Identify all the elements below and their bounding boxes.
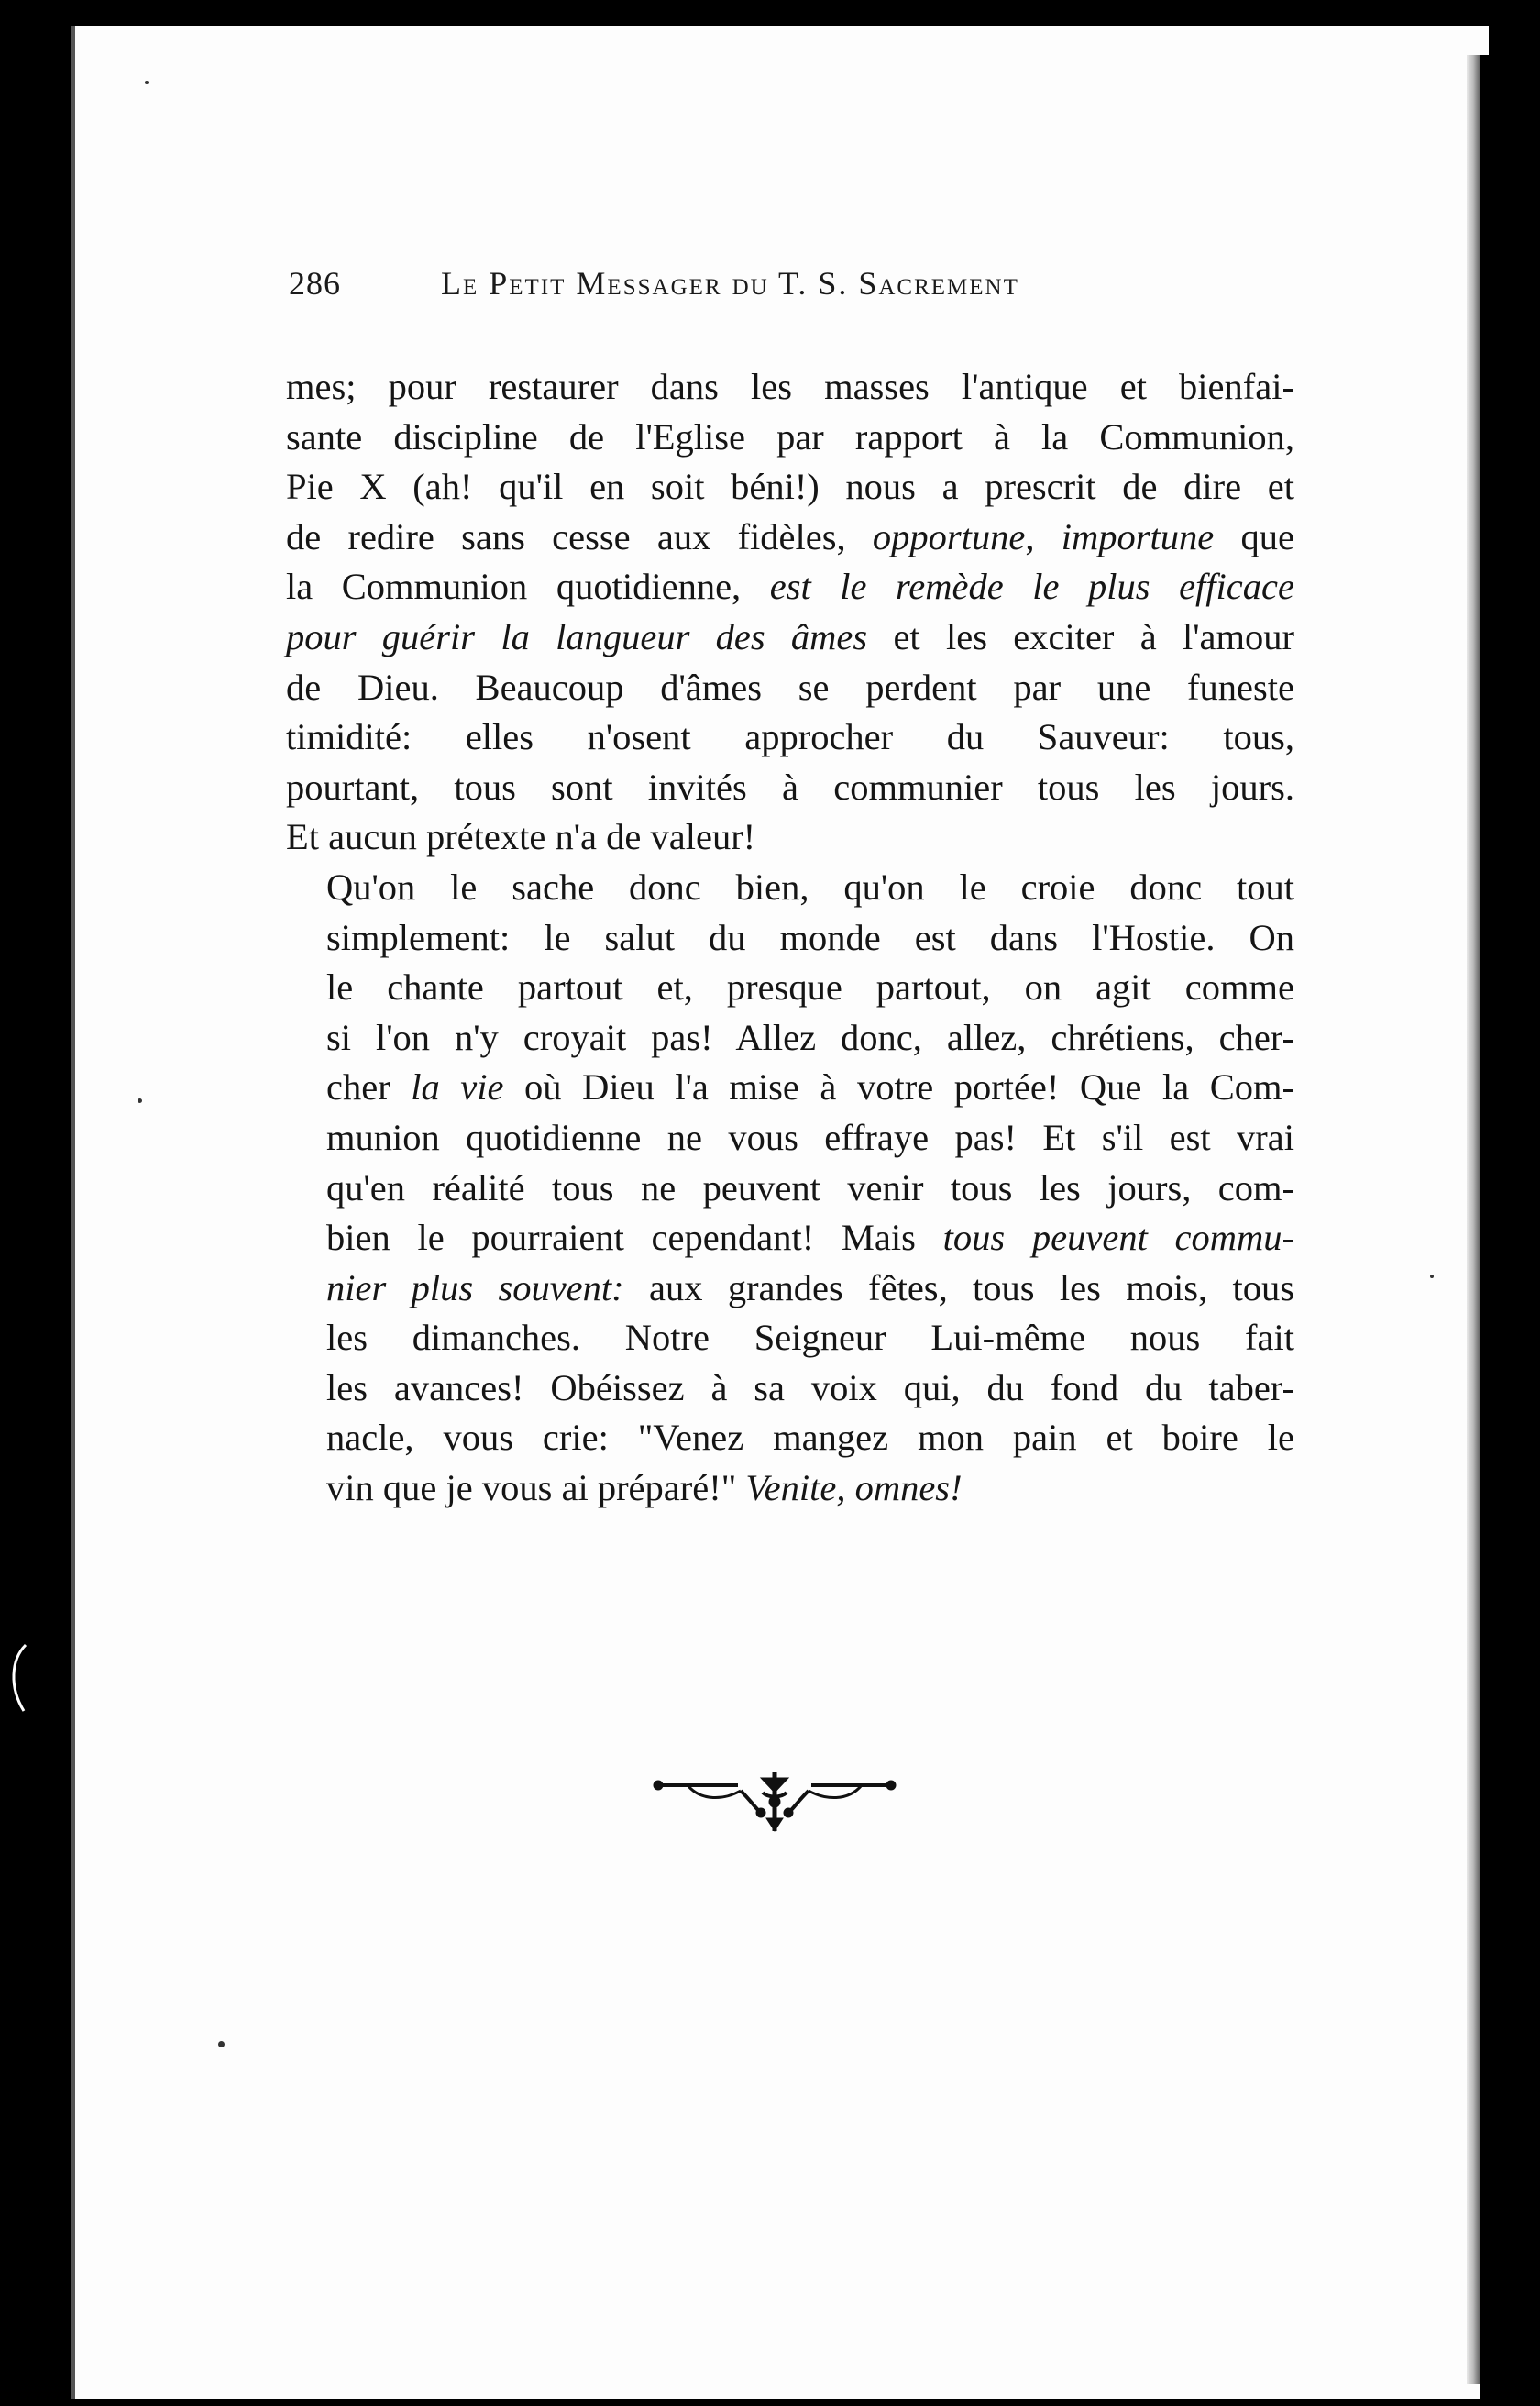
italic-run: opportune: [872, 515, 1026, 557]
text-line: [286, 562, 1294, 613]
italic-run: est le remède le plus efficace: [769, 566, 1294, 608]
text-line: si l'on n'y croyait pas! Allez donc, allez, chrétiens, cher-: [326, 1016, 1294, 1058]
italic-run: nier plus souvent:: [326, 1266, 624, 1308]
text-run: aux grandes fêtes, tous les mois, tous: [623, 1266, 1294, 1308]
text-line: sante discipline de l'Eglise par rapport à la Communion,: [286, 415, 1294, 458]
text-line: [286, 613, 1294, 663]
page-number: 286: [289, 265, 341, 302]
text-line: mes; pour restaurer dans les masses l'antique et bienfai-: [286, 366, 1294, 407]
text-line: timidité: elles n'osent approcher du Sauveur: tous,: [286, 716, 1294, 758]
text-run: de redire sans cesse aux fidèles,: [286, 515, 873, 557]
paper-speck: [138, 1098, 142, 1103]
text-line: Qu'on le sache donc bien, qu'on le croie donc tout: [326, 866, 1294, 908]
page-gutter-shadow: [1467, 55, 1480, 2384]
paper-speck: [218, 2041, 225, 2047]
text-line: pourtant, tous sont invités à communier tous les jours.: [286, 766, 1294, 808]
text-run: que: [1214, 515, 1295, 557]
text-line: [286, 513, 1294, 563]
paper-speck: [145, 81, 148, 84]
running-header: [289, 264, 1224, 315]
text-line: simplement: le salut du monde est dans l'Hostie. On: [326, 916, 1294, 958]
text-line: munion quotidienne ne vous effraye pas! Et s'il est vrai: [326, 1116, 1294, 1158]
text-run: bien le pourraient cependant! Mais: [326, 1217, 943, 1259]
italic-run: importune: [1061, 515, 1215, 557]
text-line: nacle, vous crie: "Venez mangez mon pain et boire le: [326, 1417, 1294, 1459]
text-line: [286, 1264, 1294, 1314]
text-run: et les exciter à l'amour: [867, 615, 1294, 657]
paper-speck: [1430, 1275, 1434, 1278]
text-line: Et aucun prétexte n'a de valeur!: [286, 816, 756, 858]
italic-run: Venite, omnes!: [745, 1467, 962, 1509]
text-run: où Dieu l'a mise à votre portée! Que la Com-: [503, 1066, 1294, 1109]
text-line: Pie X (ah! qu'il en soit béni!) nous a prescrit de dire et: [286, 466, 1294, 508]
paragraph-2: [286, 863, 1294, 1514]
text-run: ,: [1025, 515, 1062, 557]
text-line: les avances! Obéissez à sa voix qui, du fond du taber-: [326, 1366, 1294, 1408]
text-line: les dimanches. Notre Seigneur Lui-même nous fait: [326, 1317, 1294, 1359]
text-line: [286, 1063, 1294, 1113]
italic-run: tous peuvent commu-: [942, 1217, 1295, 1259]
text-line: [286, 1463, 1294, 1514]
text-run: vin que je vous ai préparé!": [326, 1467, 746, 1509]
running-title: Le Petit Messager du T. S. Sacrement: [441, 265, 1019, 302]
paragraph-1: [286, 362, 1294, 863]
fleuron-ornament-icon: [651, 1765, 898, 1838]
italic-run: la vie: [411, 1066, 504, 1109]
scan-edge-mark: [6, 1641, 33, 1715]
text-line: de Dieu. Beaucoup d'âmes se perdent par une funeste: [286, 666, 1294, 708]
text-run: la Communion quotidienne,: [286, 566, 770, 608]
italic-run: pour guérir la langueur des âmes: [286, 615, 868, 657]
text-line: qu'en réalité tous ne peuvent venir tous les jours, com-: [326, 1166, 1294, 1209]
text-line: [286, 1213, 1294, 1264]
body-text: [286, 362, 1294, 1514]
text-run: cher: [326, 1066, 412, 1109]
text-line: le chante partout et, presque partout, on agit comme: [326, 966, 1294, 1009]
scan-border-right: [1480, 55, 1540, 2406]
